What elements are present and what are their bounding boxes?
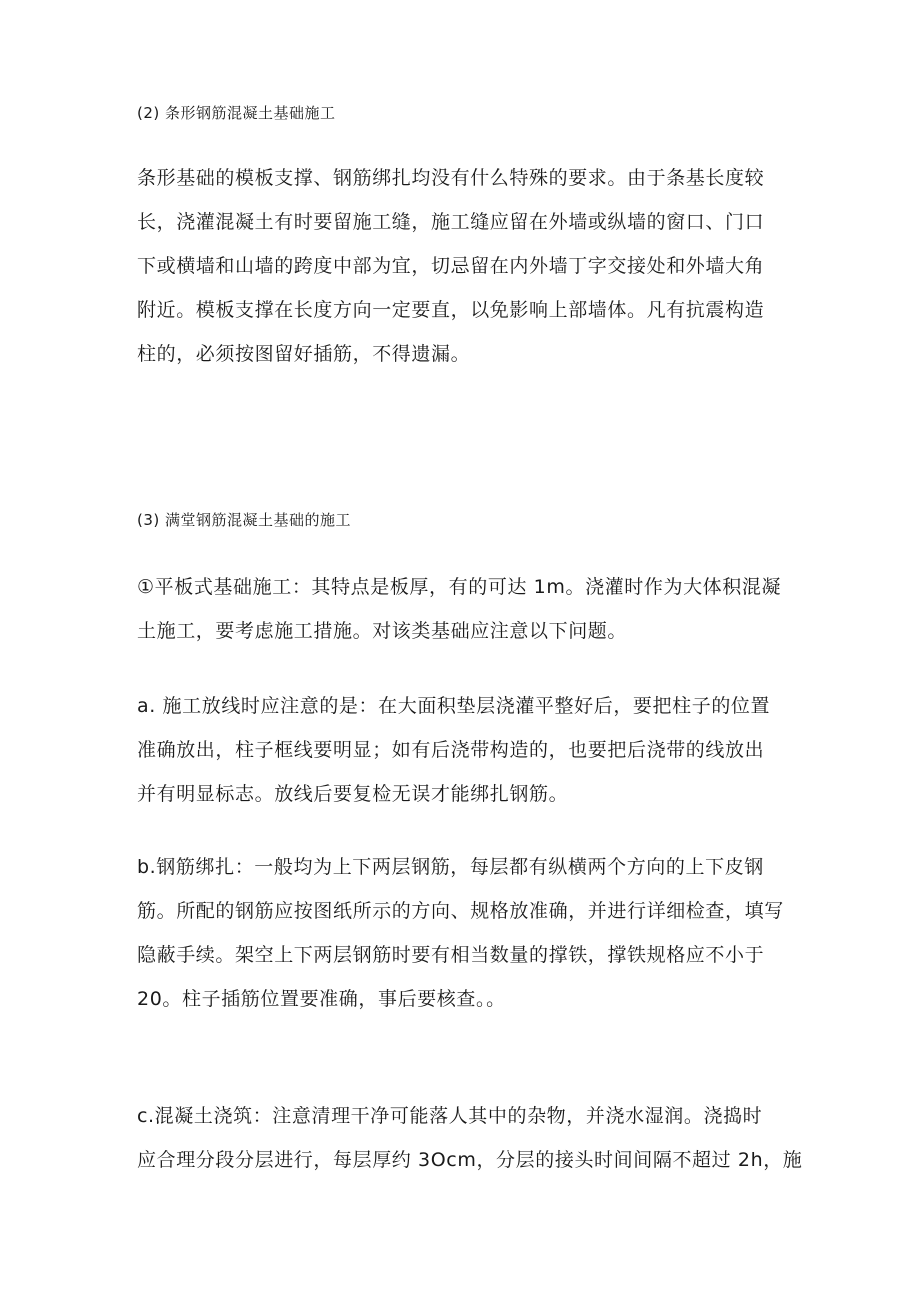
paragraph-flat-slab-intro (137, 565, 797, 653)
text-line: 应合理分段分层进行，每层厚约 3Ocm，分层的接头时间间隔不超过 2h，施 (137, 1149, 803, 1171)
text-line: 准确放出，柱子框线要明显；如有后浇带构造的，也要把后浇带的线放出 (137, 739, 765, 761)
paragraph-rebar-tying (137, 845, 797, 1021)
text-line: 隐蔽手续。架空上下两层钢筋时要有相当数量的撑铁，撑铁规格应不小于 (137, 944, 765, 966)
text-line: c.混凝土浇筑：注意清理干净可能落人其中的杂物，并浇水湿润。浇捣时 (137, 1105, 763, 1127)
text-line: 条形基础的模板支撑、钢筋绑扎均没有什么特殊的要求。由于条基长度较 (137, 167, 765, 189)
text-line: b.钢筋绑扎：一般均为上下两层钢筋，每层都有纵横两个方向的上下皮钢 (137, 856, 764, 878)
paragraph-strip-foundation (137, 156, 797, 376)
text-line: 长，浇灌混凝土有时要留施工缝，施工缝应留在外墙或纵墙的窗口、门口 (137, 211, 765, 233)
section-heading-raft-foundation: (3) 满堂钢筋混凝土基础的施工 (137, 511, 352, 529)
text-line: 并有明显标志。放线后要复检无误才能绑扎钢筋。 (137, 783, 569, 805)
text-line: 柱的，必须按图留好插筋，不得遗漏。 (137, 343, 471, 365)
paragraph-layout-setting (137, 684, 797, 816)
text-line: ①平板式基础施工：其特点是板厚，有的可达 1m。浇灌时作为大体积混凝 (137, 576, 782, 598)
text-line: 下或横墙和山墙的跨度中部为宜，切忌留在内外墙丁字交接处和外墙大角 (137, 255, 765, 277)
paragraph-concrete-pouring (137, 1094, 803, 1182)
text-line: 筋。所配的钢筋应按图纸所示的方向、规格放准确，并进行详细检查，填写 (137, 900, 784, 922)
text-line: a. 施工放线时应注意的是：在大面积垫层浇灌平整好后，要把柱子的位置 (137, 695, 771, 717)
section-heading-strip-foundation: (2) 条形钢筋混凝土基础施工 (137, 104, 336, 122)
text-line: 附近。模板支撑在长度方向一定要直，以免影响上部墙体。凡有抗震构造 (137, 299, 765, 321)
text-line: 20。柱子插筋位置要准确，事后要核查。。 (137, 988, 506, 1010)
text-line: 土施工，要考虑施工措施。对该类基础应注意以下问题。 (137, 620, 628, 642)
